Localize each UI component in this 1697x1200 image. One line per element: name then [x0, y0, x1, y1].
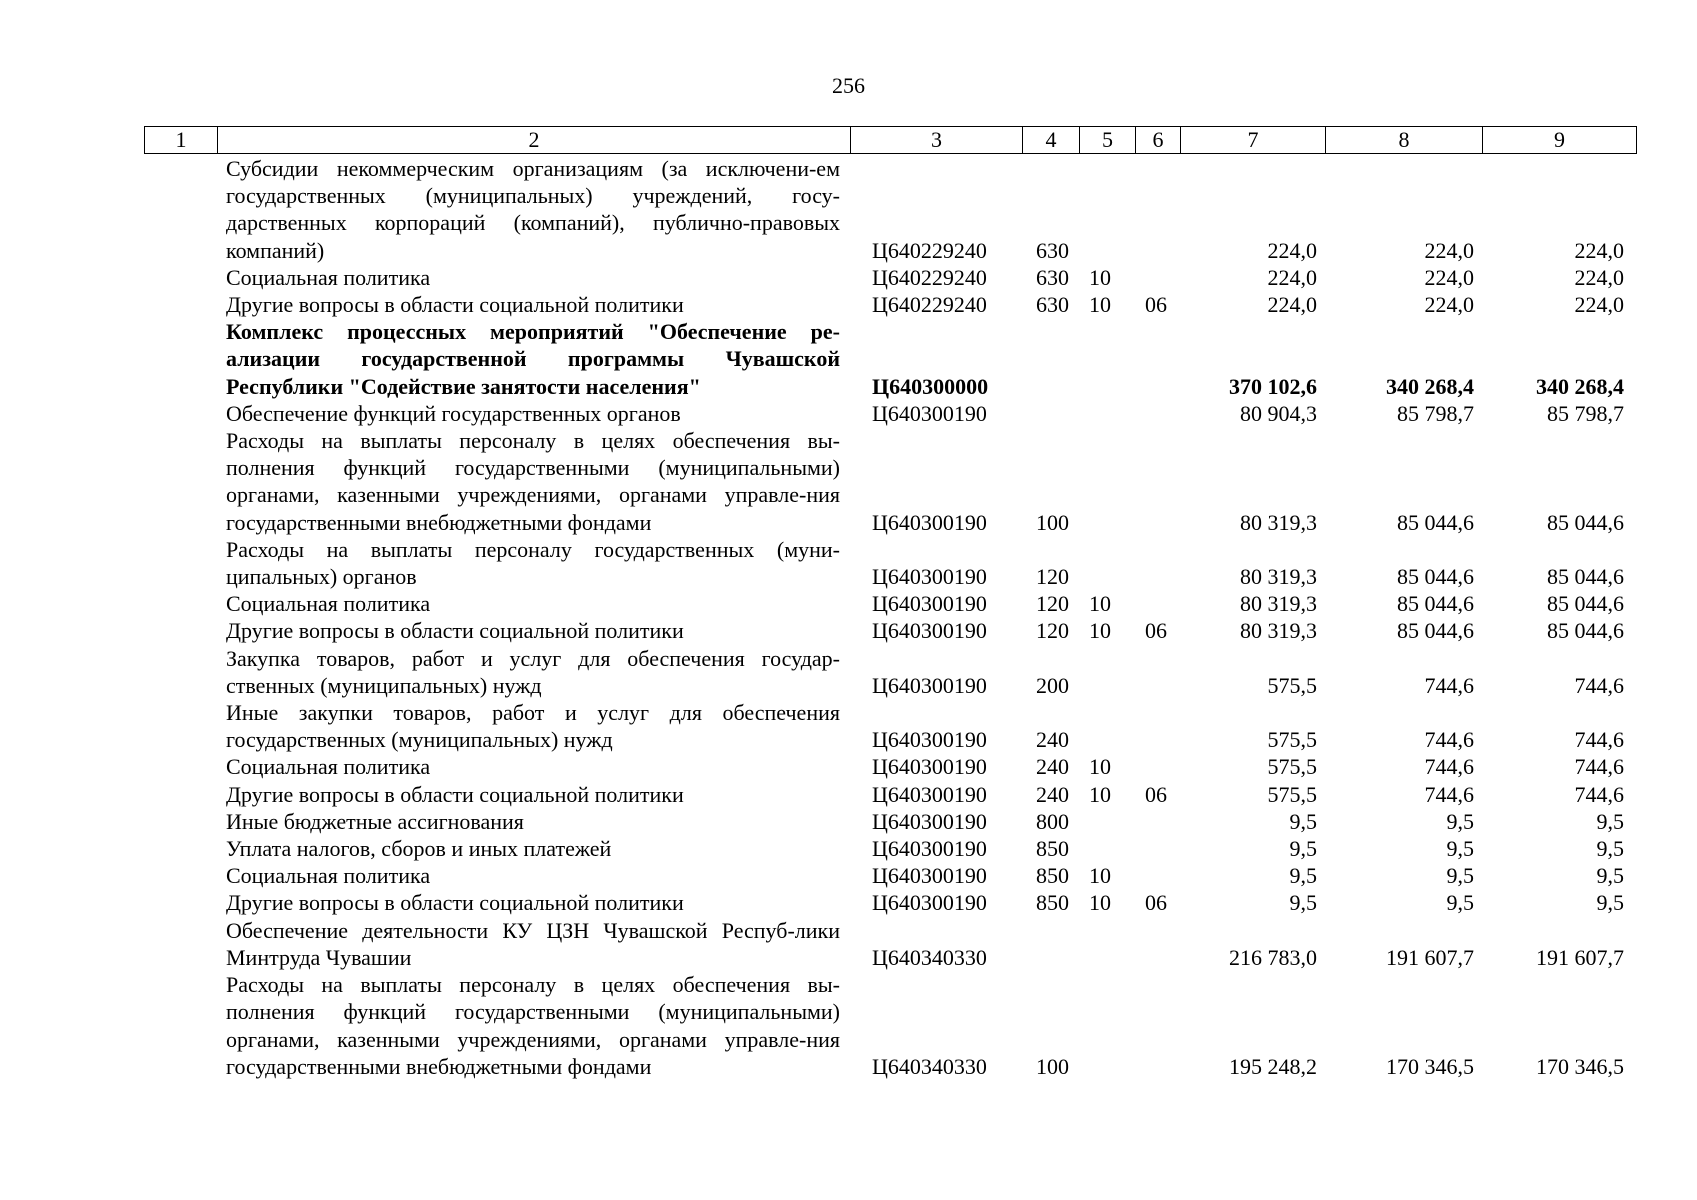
- header-cell: 9: [1483, 127, 1637, 154]
- row-value-9: 85 044,6: [1547, 564, 1624, 590]
- header-cell: 8: [1326, 127, 1483, 154]
- page-number: 256: [832, 73, 865, 98]
- table-row: [144, 155, 1636, 264]
- table-row: [144, 699, 1636, 753]
- row-col4: [1022, 917, 1079, 971]
- budget-table: [144, 155, 1636, 1080]
- row-value-9: 191 607,7: [1536, 944, 1624, 970]
- table-row: [144, 808, 1636, 835]
- row-name: Расходы на выплаты персоналу в целях обеспечения вы-полнения функций государственными (муниципальными) органами, казенными учреждениями, органами управле-ния государственными внебюджетными фондами: [226, 428, 840, 535]
- row-value-8: 9,5: [1446, 808, 1474, 834]
- row-name: Иные закупки товаров, работ и услуг для обеспечения государственных (муниципальных) нужд: [226, 700, 840, 753]
- row-code: Ц640300000: [872, 373, 989, 399]
- row-value-8: 9,5: [1446, 890, 1474, 916]
- row-code: Ц640229240: [872, 264, 987, 290]
- row-name: Закупка товаров, работ и услуг для обеспечения государ-ственных (муниципальных) нужд: [226, 645, 840, 698]
- row-col6: 06: [1145, 292, 1167, 318]
- row-value-9: 224,0: [1574, 292, 1624, 318]
- row-col6: [1135, 753, 1180, 780]
- row-col4: [1022, 400, 1079, 427]
- row-value-8: 224,0: [1424, 292, 1474, 318]
- table-row: [144, 753, 1636, 780]
- row-col6: [1135, 590, 1180, 617]
- row-code: Ц640300190: [872, 591, 987, 617]
- row-value-8: 170 346,5: [1386, 1053, 1474, 1079]
- row-value-9: 744,6: [1574, 754, 1624, 780]
- row-value-9: 224,0: [1574, 237, 1624, 263]
- row-code: Ц640300190: [872, 781, 987, 807]
- row-col5: 10: [1089, 754, 1111, 780]
- row-col5: [1079, 536, 1135, 590]
- table-row: [144, 590, 1636, 617]
- row-col5: [1079, 427, 1135, 536]
- row-value-8: 744,6: [1424, 754, 1474, 780]
- row-code: Ц640300190: [872, 808, 987, 834]
- row-name: Расходы на выплаты персоналу государственных (муни-ципальных) органов: [226, 536, 840, 590]
- row-col4: 800: [1036, 808, 1069, 834]
- row-col5: [1079, 645, 1135, 699]
- table-row: [144, 971, 1636, 1080]
- table-row: [144, 427, 1636, 536]
- row-value-9: 9,5: [1596, 890, 1624, 916]
- row-code: Ц640300190: [872, 618, 987, 644]
- table-row: [144, 536, 1636, 590]
- row-value-8: 9,5: [1446, 863, 1474, 889]
- row-value-9: 744,6: [1574, 672, 1624, 698]
- row-value-7: 575,5: [1267, 672, 1317, 698]
- row-name: Социальная политика: [226, 591, 431, 617]
- row-col4: 120: [1036, 564, 1069, 590]
- row-value-8: 85 044,6: [1397, 618, 1474, 644]
- row-value-9: 85 044,6: [1547, 509, 1624, 535]
- row-name: Социальная политика: [226, 863, 431, 889]
- row-name: Другие вопросы в области социальной политики: [226, 292, 684, 318]
- row-value-7: 80 319,3: [1240, 618, 1317, 644]
- table-row: [144, 400, 1636, 427]
- row-value-7: 224,0: [1267, 237, 1317, 263]
- row-col6: [1135, 808, 1180, 835]
- row-col4: 630: [1036, 292, 1069, 318]
- row-value-9: 85 044,6: [1547, 618, 1624, 644]
- row-code: Ц640300190: [872, 890, 987, 916]
- row-col5: 10: [1089, 890, 1111, 916]
- row-code: Ц640300190: [872, 564, 987, 590]
- table-row: [144, 862, 1636, 889]
- row-value-8: 224,0: [1424, 237, 1474, 263]
- row-col5: [1079, 699, 1135, 753]
- row-value-9: 9,5: [1596, 863, 1624, 889]
- row-name: Другие вопросы в области социальной политики: [226, 890, 684, 916]
- header-cell: 2: [218, 127, 851, 154]
- table-row: [144, 264, 1636, 291]
- row-code: Ц640300190: [872, 672, 987, 698]
- table-row: [144, 917, 1636, 971]
- row-col4: 850: [1036, 836, 1069, 862]
- row-col5: [1079, 400, 1135, 427]
- row-value-7: 80 319,3: [1240, 564, 1317, 590]
- row-col6: 06: [1145, 618, 1167, 644]
- row-col4: 200: [1036, 672, 1069, 698]
- row-col5: 10: [1089, 292, 1111, 318]
- row-name: Обеспечение функций государственных органов: [226, 400, 681, 426]
- row-col4: 100: [1036, 509, 1069, 535]
- table-row: [144, 781, 1636, 808]
- row-value-8: 224,0: [1424, 264, 1474, 290]
- row-value-8: 9,5: [1446, 836, 1474, 862]
- row-col6: [1135, 155, 1180, 264]
- row-value-8: 85 044,6: [1397, 509, 1474, 535]
- row-code: Ц640229240: [872, 292, 987, 318]
- row-value-7: 195 248,2: [1229, 1053, 1317, 1079]
- row-col5: 10: [1089, 863, 1111, 889]
- row-col4: 850: [1036, 863, 1069, 889]
- row-name: Социальная политика: [226, 264, 431, 290]
- row-col4: 850: [1036, 890, 1069, 916]
- table-row: [144, 318, 1636, 400]
- row-value-8: 85 044,6: [1397, 564, 1474, 590]
- row-code: Ц640300190: [872, 727, 987, 753]
- row-col4: 630: [1036, 264, 1069, 290]
- row-col6: 06: [1145, 781, 1167, 807]
- row-value-9: 9,5: [1596, 836, 1624, 862]
- row-value-7: 9,5: [1289, 863, 1317, 889]
- row-value-8: 85 798,7: [1397, 400, 1474, 426]
- row-value-7: 9,5: [1289, 808, 1317, 834]
- row-name: Субсидии некоммерческим организациям (за исключени-ем государственных (муниципальных) учреждений, госу-дарственных корпораций (компаний), публично-правовых компаний): [226, 156, 840, 263]
- row-col5: [1079, 917, 1135, 971]
- row-col6: [1135, 835, 1180, 862]
- row-value-7: 224,0: [1267, 292, 1317, 318]
- row-col4: 240: [1036, 727, 1069, 753]
- row-value-7: 370 102,6: [1229, 373, 1317, 399]
- row-name: Уплата налогов, сборов и иных платежей: [226, 836, 612, 862]
- row-col6: [1135, 536, 1180, 590]
- row-col4: 120: [1036, 591, 1069, 617]
- row-value-7: 80 319,3: [1240, 509, 1317, 535]
- header-cell: 3: [851, 127, 1023, 154]
- row-name: Иные бюджетные ассигнования: [226, 808, 524, 834]
- row-name: Обеспечение деятельности КУ ЦЗН Чувашской Респуб-лики Минтруда Чувашии: [226, 917, 840, 970]
- row-col5: [1079, 155, 1135, 264]
- row-code: Ц640340330: [872, 1053, 987, 1079]
- row-value-9: 170 346,5: [1536, 1053, 1624, 1079]
- header-cell: 5: [1080, 127, 1136, 154]
- row-col6: [1135, 699, 1180, 753]
- row-value-8: 744,6: [1424, 672, 1474, 698]
- row-col5: 10: [1089, 618, 1111, 644]
- row-code: Ц640300190: [872, 754, 987, 780]
- row-code: Ц640300190: [872, 400, 987, 426]
- header-cell: 4: [1023, 127, 1080, 154]
- table-row: [144, 835, 1636, 862]
- table-row: [144, 617, 1636, 644]
- header-cell: 1: [145, 127, 218, 154]
- row-col6: [1135, 645, 1180, 699]
- table-row: [144, 291, 1636, 318]
- row-col5: 10: [1089, 781, 1111, 807]
- row-col6: [1135, 971, 1180, 1080]
- row-value-9: 85 798,7: [1547, 400, 1624, 426]
- row-value-8: 85 044,6: [1397, 591, 1474, 617]
- row-name: Комплекс процессных мероприятий "Обеспечение ре-ализации государственной программы Чувашской Республики "Содействие занятости населения": [226, 319, 840, 399]
- row-value-7: 80 904,3: [1240, 400, 1317, 426]
- row-name: Социальная политика: [226, 754, 431, 780]
- row-col5: [1079, 971, 1135, 1080]
- row-value-8: 744,6: [1424, 727, 1474, 753]
- header-cell: 7: [1181, 127, 1326, 154]
- row-col6: [1135, 427, 1180, 536]
- row-code: Ц640300190: [872, 836, 987, 862]
- row-col5: [1079, 835, 1135, 862]
- row-value-7: 9,5: [1289, 836, 1317, 862]
- row-col5: [1079, 318, 1135, 400]
- row-name: Расходы на выплаты персоналу в целях обеспечения вы-полнения функций государственными (муниципальными) органами, казенными учреждениями, органами управле-ния государственными внебюджетными фондами: [226, 972, 840, 1079]
- row-col6: [1135, 917, 1180, 971]
- row-value-9: 340 268,4: [1536, 373, 1624, 399]
- row-col5: [1079, 808, 1135, 835]
- row-value-9: 224,0: [1574, 264, 1624, 290]
- header-cell: 6: [1136, 127, 1181, 154]
- row-value-7: 575,5: [1267, 754, 1317, 780]
- row-name: Другие вопросы в области социальной политики: [226, 618, 684, 644]
- row-col6: [1135, 400, 1180, 427]
- row-value-7: 224,0: [1267, 264, 1317, 290]
- row-col6: [1135, 862, 1180, 889]
- row-value-7: 575,5: [1267, 781, 1317, 807]
- row-value-7: 575,5: [1267, 727, 1317, 753]
- row-col4: 120: [1036, 618, 1069, 644]
- row-col4: [1022, 318, 1079, 400]
- row-code: Ц640300190: [872, 863, 987, 889]
- row-value-9: 85 044,6: [1547, 591, 1624, 617]
- row-value-7: 216 783,0: [1229, 944, 1317, 970]
- row-col6: 06: [1145, 890, 1167, 916]
- row-value-7: 9,5: [1289, 890, 1317, 916]
- row-col4: 100: [1036, 1053, 1069, 1079]
- row-value-9: 744,6: [1574, 781, 1624, 807]
- row-code: Ц640340330: [872, 944, 987, 970]
- row-value-9: 9,5: [1596, 808, 1624, 834]
- row-col4: 240: [1036, 754, 1069, 780]
- row-value-8: 191 607,7: [1386, 944, 1474, 970]
- row-code: Ц640300190: [872, 509, 987, 535]
- row-value-9: 744,6: [1574, 727, 1624, 753]
- table-row: [144, 889, 1636, 916]
- header-row: [145, 127, 1637, 154]
- row-value-8: 340 268,4: [1386, 373, 1474, 399]
- row-col4: 240: [1036, 781, 1069, 807]
- row-col6: [1135, 318, 1180, 400]
- row-col5: 10: [1089, 264, 1111, 290]
- row-name: Другие вопросы в области социальной политики: [226, 781, 684, 807]
- row-col5: 10: [1089, 591, 1111, 617]
- row-code: Ц640229240: [872, 237, 987, 263]
- row-col4: 630: [1036, 237, 1069, 263]
- row-value-8: 744,6: [1424, 781, 1474, 807]
- row-value-7: 80 319,3: [1240, 591, 1317, 617]
- row-col6: [1135, 264, 1180, 291]
- table-row: [144, 645, 1636, 699]
- column-number-header: [144, 126, 1637, 154]
